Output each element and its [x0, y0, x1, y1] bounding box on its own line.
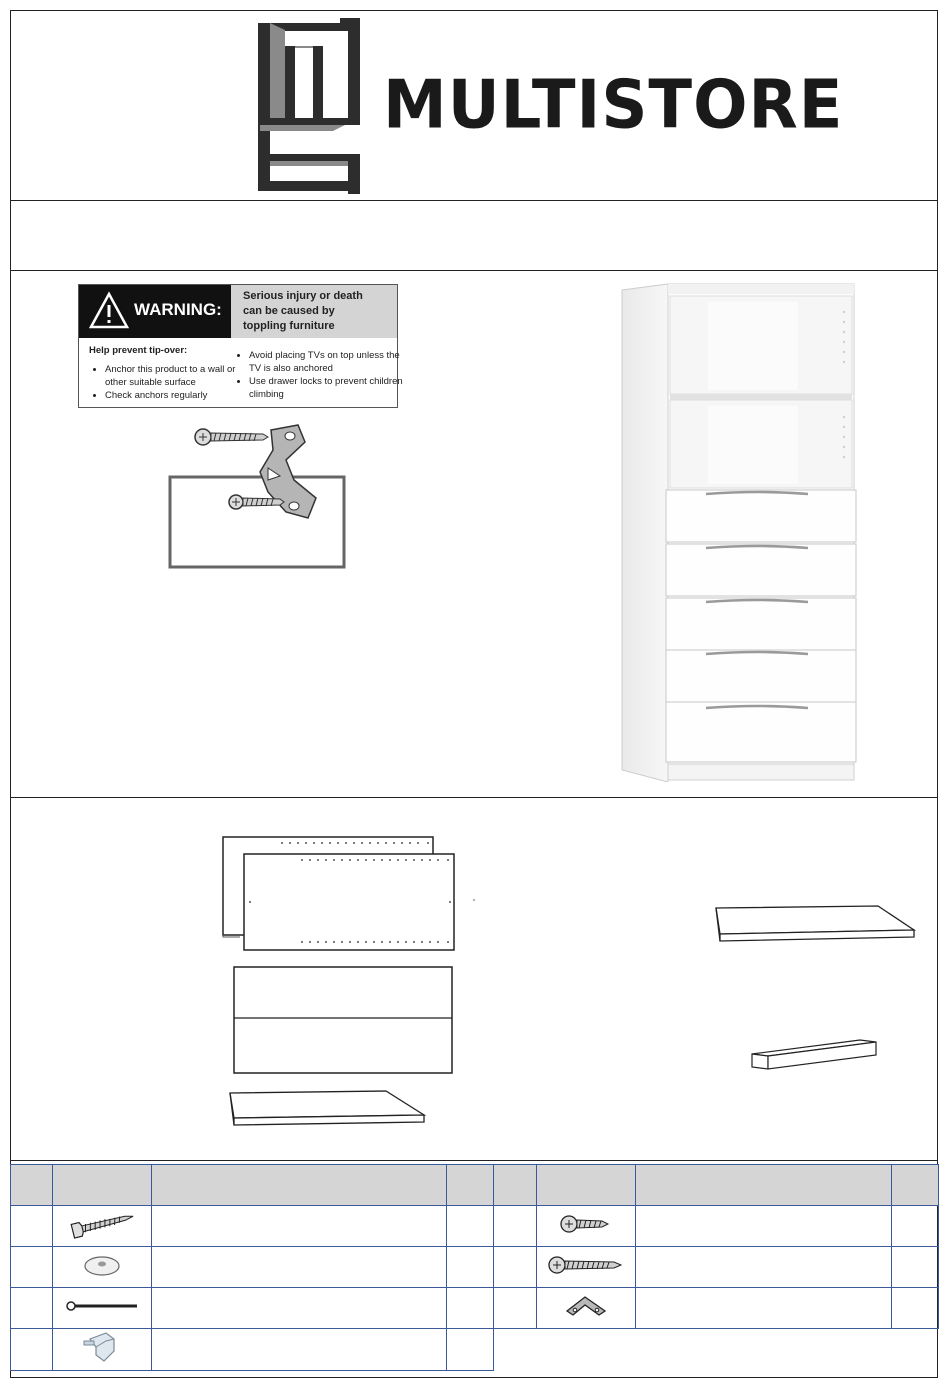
back-panel-illustration — [230, 964, 456, 1076]
wall-anchor-illustration — [168, 420, 348, 570]
warning-subtitle-panel — [231, 285, 397, 338]
warning-item: • Check anchors regularly — [105, 389, 250, 402]
shelf-board-illustration — [226, 1088, 430, 1128]
section-divider — [10, 270, 938, 271]
screw-icon — [66, 1207, 138, 1241]
section-divider — [10, 1160, 938, 1161]
pin-icon — [64, 1296, 140, 1316]
warning-list-left — [93, 363, 250, 402]
warning-item: • Use drawer locks to prevent children climbing — [249, 375, 404, 401]
warning-title: WARNING: — [134, 300, 222, 319]
upper-screw-icon — [195, 429, 268, 445]
table-row — [11, 1206, 939, 1247]
short-screw-icon — [558, 1210, 614, 1238]
cover-cap-icon — [80, 1251, 124, 1279]
brand-name: MULTISTORE — [383, 66, 844, 145]
tip-over-warning-label — [78, 284, 403, 408]
table-row — [11, 1329, 939, 1371]
warning-triangle-icon — [89, 291, 129, 331]
hardware-table — [10, 1164, 939, 1371]
section-divider — [10, 200, 938, 201]
warning-list-right — [237, 349, 404, 401]
table-row — [11, 1247, 939, 1288]
warning-item: • Anchor this product to a wall or other suitable surface — [105, 363, 250, 389]
plinth-board-illustration — [748, 1034, 882, 1074]
warning-item: • Avoid placing TVs on top unless the TV is also anchored — [249, 349, 404, 375]
warning-subtitle: Serious injury or death can be caused by toppling furniture — [243, 290, 363, 332]
shelf-support-icon — [82, 1329, 122, 1365]
top-panel-illustration — [710, 902, 920, 944]
warning-title-panel — [79, 285, 231, 338]
table-row — [11, 1288, 939, 1329]
long-screw-icon — [546, 1251, 626, 1279]
section-divider — [10, 797, 938, 798]
hardware-table-header — [11, 1165, 939, 1206]
side-panels-illustration — [220, 834, 480, 954]
cabinet-product-image — [618, 282, 858, 782]
warning-heading: Help prevent tip-over: — [89, 345, 188, 356]
ms-logo-mark — [255, 18, 363, 194]
angle-bracket-icon — [563, 1291, 609, 1321]
